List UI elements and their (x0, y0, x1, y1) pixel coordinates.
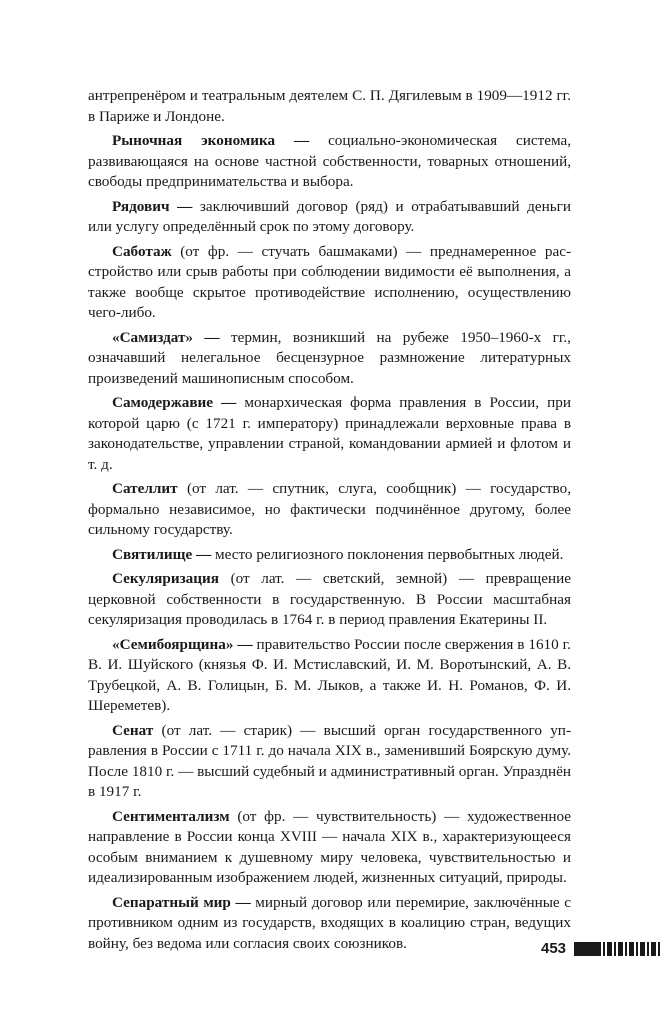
entry-definition: социально-экономическая система, развивающаяся на основе частной собственности, товарных отношений, свободы предпринимательства и выбора. (88, 132, 572, 190)
entry-term: Сентиментализм (112, 807, 230, 825)
entry-definition: (от лат. — спутник, слуга, сообщник) — государство, формально независимое, но фактически подчинённое другому, более сильному государству. (88, 480, 571, 538)
entry-term: Рядович — (112, 197, 193, 215)
entry-definition: антрепренёром и театральным деятелем С. П. Дягилевым в 1909—1912 гг. в Париже и Лондоне. (88, 87, 571, 125)
entry-term: «Самиздат» — (112, 328, 220, 346)
glossary-entry-autocracy (88, 393, 571, 475)
glossary-text (88, 86, 571, 958)
entry-term: Сенат (112, 721, 154, 739)
entry-definition: (от фр. — стучать башмаками) — преднамеренное расстройство или срыв работы при соблюдении видимости её выполнения, а также вообще скрытое противодействие исполнению, осуществлению чего-либо. (88, 242, 571, 321)
glossary-entry-samizdat (88, 328, 571, 390)
entry-term: «Семибоярщина» — (112, 635, 253, 653)
glossary-entry-ryadovich (88, 197, 571, 238)
entry-definition: монархическая форма правления в России, при которой царю (с 1721 г. императору) принадлежали верховные права в законодательстве, управлении страной, командовании армией и флотом и т. д. (88, 394, 571, 473)
entry-term: Рыночная экономика — (112, 132, 310, 149)
entry-definition: (от фр. — чувствительность) — художественное направление в России конца XVIII — начала XIX в., характеризующееся особым вниманием к душевному миру человека, чувствительностью и идеализированным изображением людей, жизненных ситуаций, природы. (88, 807, 571, 886)
glossary-entry-sabotage (88, 242, 571, 324)
entry-term: Секуляризация (112, 570, 219, 587)
page-edge-marker-solid (574, 942, 596, 956)
entry-definition: (от лат. — старик) — высший орган государственного управления в России с 1711 г. до начала XIX в., заменивший Боярскую думу. После 1810 г. — высший судебный и административный орган. Упразднён в 1917 г. (88, 721, 571, 800)
glossary-entry-market-economy (88, 131, 571, 193)
entry-definition: термин, возникший на рубеже 1950–1960-х гг., означавший нелегальное бесцензурное размножение литературных произведений машинописным способом. (88, 328, 571, 387)
glossary-entry-continuation (88, 86, 571, 127)
glossary-entry-separate-peace (88, 893, 571, 955)
entry-definition: место религиозного поклонения первобытных людей. (211, 545, 564, 563)
glossary-entry-satellite (88, 479, 571, 541)
glossary-entry-sentimentalism (88, 807, 571, 889)
glossary-entry-secularization (88, 569, 571, 631)
entry-term: Сепаратный мир — (112, 893, 251, 911)
entry-definition: мирный договор или перемирие, заключённые с противником одним из государств, входящих в коалицию стран, ведущих войну, без ведома или согласия своих союзников. (88, 893, 571, 952)
entry-term: Самодержавие — (112, 394, 237, 411)
entry-definition: правительство России после свержения в 1610 г. В. И. Шуйского (князья Ф. И. Мстиславский, И. М. Воротынский, А. В. Трубецкой, А. В. Голицын, Б. М. Лыков, а также И. Н. Романов, Ф. И. Шереметев). (88, 635, 571, 714)
glossary-entry-sanctuary (88, 545, 571, 566)
entry-term: Саботаж (112, 242, 172, 260)
entry-definition: (от лат. — светский, земной) — превращение церковной собственности в государственную. В России масштабная секуляризация проводилась в 1764 г. в период правления Екатерины II. (88, 570, 571, 628)
page-number: 453 (541, 940, 567, 957)
entry-term: Сателлит (112, 480, 178, 497)
glossary-entry-senate (88, 721, 571, 803)
entry-definition: заключивший договор (ряд) и отрабатывавший деньги или услугу определённый срок по этому договору. (88, 197, 571, 235)
entry-term: Святилище — (112, 545, 212, 563)
glossary-entry-seven-boyars (88, 635, 571, 717)
